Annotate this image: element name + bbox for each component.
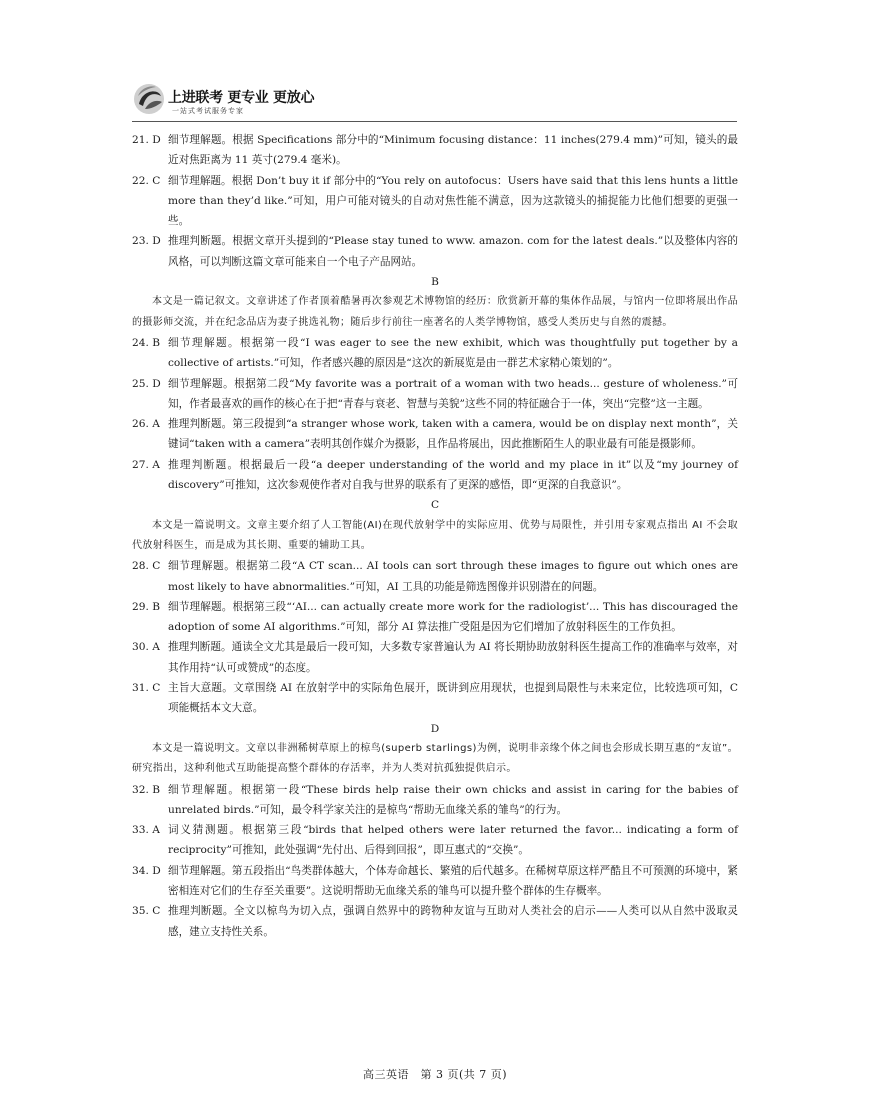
answer-item: [132, 861, 738, 902]
section-summary-d: 本文是一篇说明文。文章以非洲稀树草原上的椋鸟(superb starlings)为例，说明非亲缘个体之间也会形成长期互惠的“友谊”。研究指出，这种利他式互助能提高整个群体的存活率，并为人类对抗孤独提供启示。: [132, 742, 738, 775]
header-divider: [132, 121, 737, 122]
answer-explanation: 词义猜测题。根据第三段“birds that helped others were later returned the favor... indicating a form of reciprocity”可推知，此处强调“先付出、后得到回报”，即互惠式的“交换”。: [168, 824, 738, 857]
section-heading-b: B: [431, 276, 439, 289]
answer-content: [132, 130, 738, 942]
answer-explanation: 主旨大意题。文章围绕 AI 在放射学中的实际角色展开，既讲到应用现状，也提到局限性与未来定位，比较选项可知，C 项能概括本文大意。: [168, 682, 738, 715]
answer-explanation: 推理判断题。第三段提到“a stranger whose work, taken with a camera, would be on display next month”，关键词“taken with a camera”表明其创作媒介为摄影，且作品将展出，因此推断陌生人的职业最有可能是摄影师。: [168, 418, 738, 451]
answer-number: 35. C: [132, 905, 161, 918]
header-subslogan: 一站式考试服务专家: [172, 107, 244, 115]
answer-number: 27. A: [132, 458, 160, 471]
section-heading-c: C: [430, 499, 440, 512]
answer-explanation: 细节理解题。根据第二段“A CT scan... AI tools can sort through these images to figure out which ones are most likely to have abnormalities.”可知，AI 工具的功能是筛选图像并识别潜在的问题。: [168, 560, 738, 593]
answer-number: 29. B: [132, 600, 160, 613]
section-summary-c: 本文是一篇说明文。文章主要介绍了人工智能(AI)在现代放射学中的实际应用、优势与局限性，并引用专家观点指出 AI 不会取代放射科医生，而是成为其长期、重要的辅助工具。: [132, 519, 738, 551]
answer-number: 24. B: [132, 336, 160, 349]
answer-item: [132, 901, 738, 942]
answer-explanation: 推理判断题。根据文章开头提到的“Please stay tuned to www. amazon. com for the latest deals.”以及整体内容的风格，可以判断这篇文章可能来自一个电子产品网站。: [168, 235, 738, 268]
page-footer: 高三英语 第 3 页(共 7 页): [362, 1068, 508, 1081]
answer-explanation: 推理判断题。通读全文尤其是最后一段可知，大多数专家普遍认为 AI 将长期协助放射科医生提高工作的准确率与效率，对其作用持“认可或赞成”的态度。: [168, 641, 738, 674]
answer-number: 23. D: [132, 235, 161, 248]
answer-item: [132, 130, 738, 171]
answer-explanation: 细节理解题。根据第一段“I was eager to see the new exhibit, which was thoughtfully put together by a collective of artists.”可知，作者感兴趣的原因是“这次的新展览是由一群艺术家精心策划的”。: [168, 336, 738, 370]
answer-number: 34. D: [132, 864, 161, 877]
page-header: [132, 80, 752, 120]
answer-item: [132, 637, 738, 678]
answer-number: 31. C: [132, 682, 161, 695]
answer-explanation: 细节理解题。根据第三段“‘AI... can actually create more work for the radiologist’... This has discouraged the adoption of some AI algorithms.”可知，部分 AI 算法推广受阻是因为它们增加了放射科医生的工作负担。: [168, 600, 738, 634]
answer-explanation: 细节理解题。根据 Don’t buy it if 部分中的“You rely on autofocus：Users have said that this lens hunts a little more than they’d like.”可知，用户可能对镜头的自动对焦性能不满意，因为这款镜头的捕捉能力比他们想要的更强一些。: [168, 174, 738, 228]
answer-item: [132, 780, 738, 821]
answer-number: 30. A: [132, 641, 160, 654]
answer-number: 25. D: [132, 377, 161, 390]
header-slogan: 上进联考 更专业 更放心: [168, 90, 315, 106]
answer-item: [132, 171, 738, 232]
answer-item: [132, 455, 738, 496]
answer-item: [132, 374, 738, 415]
answer-item: [132, 231, 738, 272]
section-heading-d: D: [430, 722, 440, 735]
answer-number: 28. C: [132, 560, 161, 573]
answer-item: [132, 414, 738, 455]
answer-item: [132, 678, 738, 719]
answer-number: 26. A: [132, 418, 160, 431]
answer-explanation: 推理判断题。全文以椋鸟为切入点，强调自然界中的跨物种友谊与互助对人类社会的启示——人类可以从自然中汲取灵感，建立支持性关系。: [168, 905, 738, 938]
answer-explanation: 细节理解题。根据第二段“My favorite was a portrait of a woman with two heads... gesture of wholeness.”可知，作者最喜欢的画作的核心在于把“青春与衰老、智慧与美貌”这些不同的特征融合于一体，突出“完整”这一主题。: [168, 377, 738, 410]
answer-number: 32. B: [132, 783, 160, 796]
answer-number: 22. C: [132, 174, 161, 187]
answer-explanation: 细节理解题。第五段指出“鸟类群体越大，个体寿命越长、繁殖的后代越多。在稀树草原这样严酷且不可预测的环境中，紧密相连对它们的生存至关重要”。这说明帮助无血缘关系的雏鸟可以提升整个群体的生存概率。: [168, 864, 738, 897]
answer-explanation: 推理判断题。根据最后一段“a deeper understanding of the world and my place in it”以及“my journey of discovery”可推知，这次参观使作者对自我与世界的联系有了更深的感悟，即“更深的自我意识”。: [168, 458, 738, 492]
answer-number: 33. A: [132, 824, 160, 837]
answer-item: [132, 820, 738, 861]
section-summary-b: 本文是一篇记叙文。文章讲述了作者顶着酷暑再次参观艺术博物馆的经历：欣赏新开幕的集体作品展，与馆内一位即将展出作品的摄影师交流，并在纪念品店为妻子挑选礼物；随后步行前往一座著名的人类学博物馆，感受人类历史与自然的震撼。: [132, 296, 738, 328]
answer-number: 21. D: [132, 134, 161, 146]
answer-item: [132, 597, 738, 638]
logo-icon: [132, 82, 168, 116]
answer-explanation: 细节理解题。根据 Specifications 部分中的“Minimum focusing distance：11 inches(279.4 mm)”可知，镜头的最近对焦距离为 11 英寸(279.4 毫米)。: [168, 134, 738, 167]
answer-item: [132, 333, 738, 374]
answer-explanation: 细节理解题。根据第一段“These birds help raise their own chicks and assist in caring for the babies of unrelated birds.”可知，最令科学家关注的是椋鸟“帮助无血缘关系的雏鸟”的行为。: [168, 783, 738, 816]
answer-item: [132, 556, 738, 597]
